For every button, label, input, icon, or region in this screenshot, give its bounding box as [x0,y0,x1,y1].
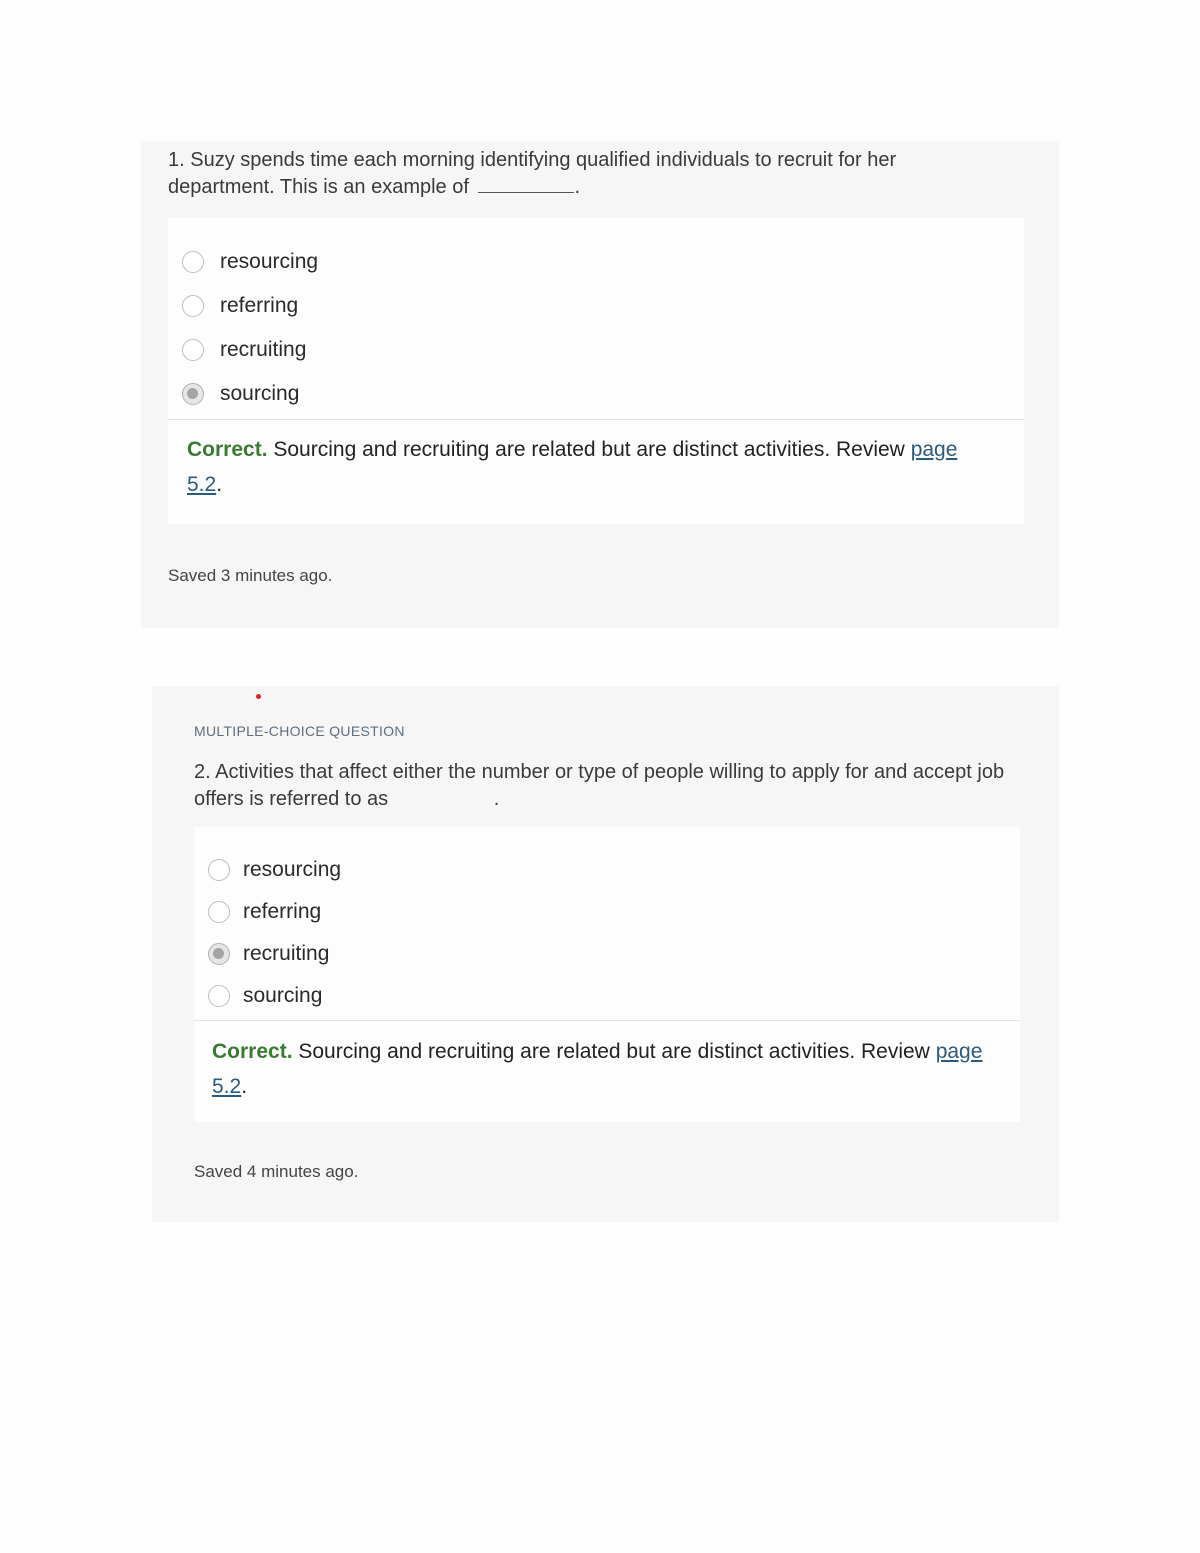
question-prompt [194,759,1034,813]
feedback-period: . [216,473,223,496]
feedback-text: Sourcing and recruiting are related but are distinct activities. Review [273,438,905,461]
radio-button[interactable] [208,901,230,923]
option-label: referring [243,900,322,923]
option-sourcing[interactable] [208,975,1020,1017]
option-recruiting[interactable] [208,933,1020,975]
prompt-period: . [493,788,500,810]
question-card-2 [152,686,1059,1222]
option-label: resourcing [220,250,319,273]
radio-button[interactable] [182,339,204,361]
question-text: 1. Suzy spends time each morning identifying qualified individuals to recruit for her department. This is an example of [168,149,897,198]
answer-options [182,240,1024,416]
divider [168,419,1024,420]
feedback-message [212,1034,1002,1104]
answer-blank [478,174,574,193]
answer-blank [398,787,494,805]
question-prompt [168,147,988,201]
option-resourcing[interactable] [182,240,1024,284]
red-dot-marker [256,694,261,699]
feedback-message [187,432,987,502]
saved-status: Saved 4 minutes ago. [194,1162,359,1181]
saved-status: Saved 3 minutes ago. [168,566,333,585]
feedback-status: Correct. [212,1040,293,1063]
option-sourcing[interactable] [182,372,1024,416]
radio-button-selected[interactable] [182,383,204,405]
answer-options [208,849,1020,1017]
radio-button[interactable] [208,859,230,881]
review-page-link[interactable]: page 5.2 [187,438,958,496]
option-label: recruiting [220,338,307,361]
option-referring[interactable] [182,284,1024,328]
radio-button[interactable] [182,295,204,317]
question-card-1 [141,141,1059,628]
prompt-period: . [574,176,581,198]
option-label: recruiting [243,942,330,965]
review-page-link[interactable]: page 5.2 [212,1040,983,1098]
option-label: referring [220,294,299,317]
divider [194,1020,1020,1021]
radio-button-selected[interactable] [208,943,230,965]
radio-button[interactable] [182,251,204,273]
feedback-status: Correct. [187,438,268,461]
question-type-label: MULTIPLE-CHOICE QUESTION [194,723,405,739]
option-label: resourcing [243,858,342,881]
question-text: 2. Activities that affect either the number or type of people willing to apply for and accept job offers is referred to as [194,761,1005,810]
feedback-text: Sourcing and recruiting are related but are distinct activities. Review [298,1040,930,1063]
option-recruiting[interactable] [182,328,1024,372]
answer-options-panel [194,827,1020,1122]
option-label: sourcing [220,382,300,405]
radio-button[interactable] [208,985,230,1007]
answer-options-panel [168,218,1024,524]
feedback-period: . [241,1075,248,1098]
option-referring[interactable] [208,891,1020,933]
option-label: sourcing [243,984,323,1007]
option-resourcing[interactable] [208,849,1020,891]
